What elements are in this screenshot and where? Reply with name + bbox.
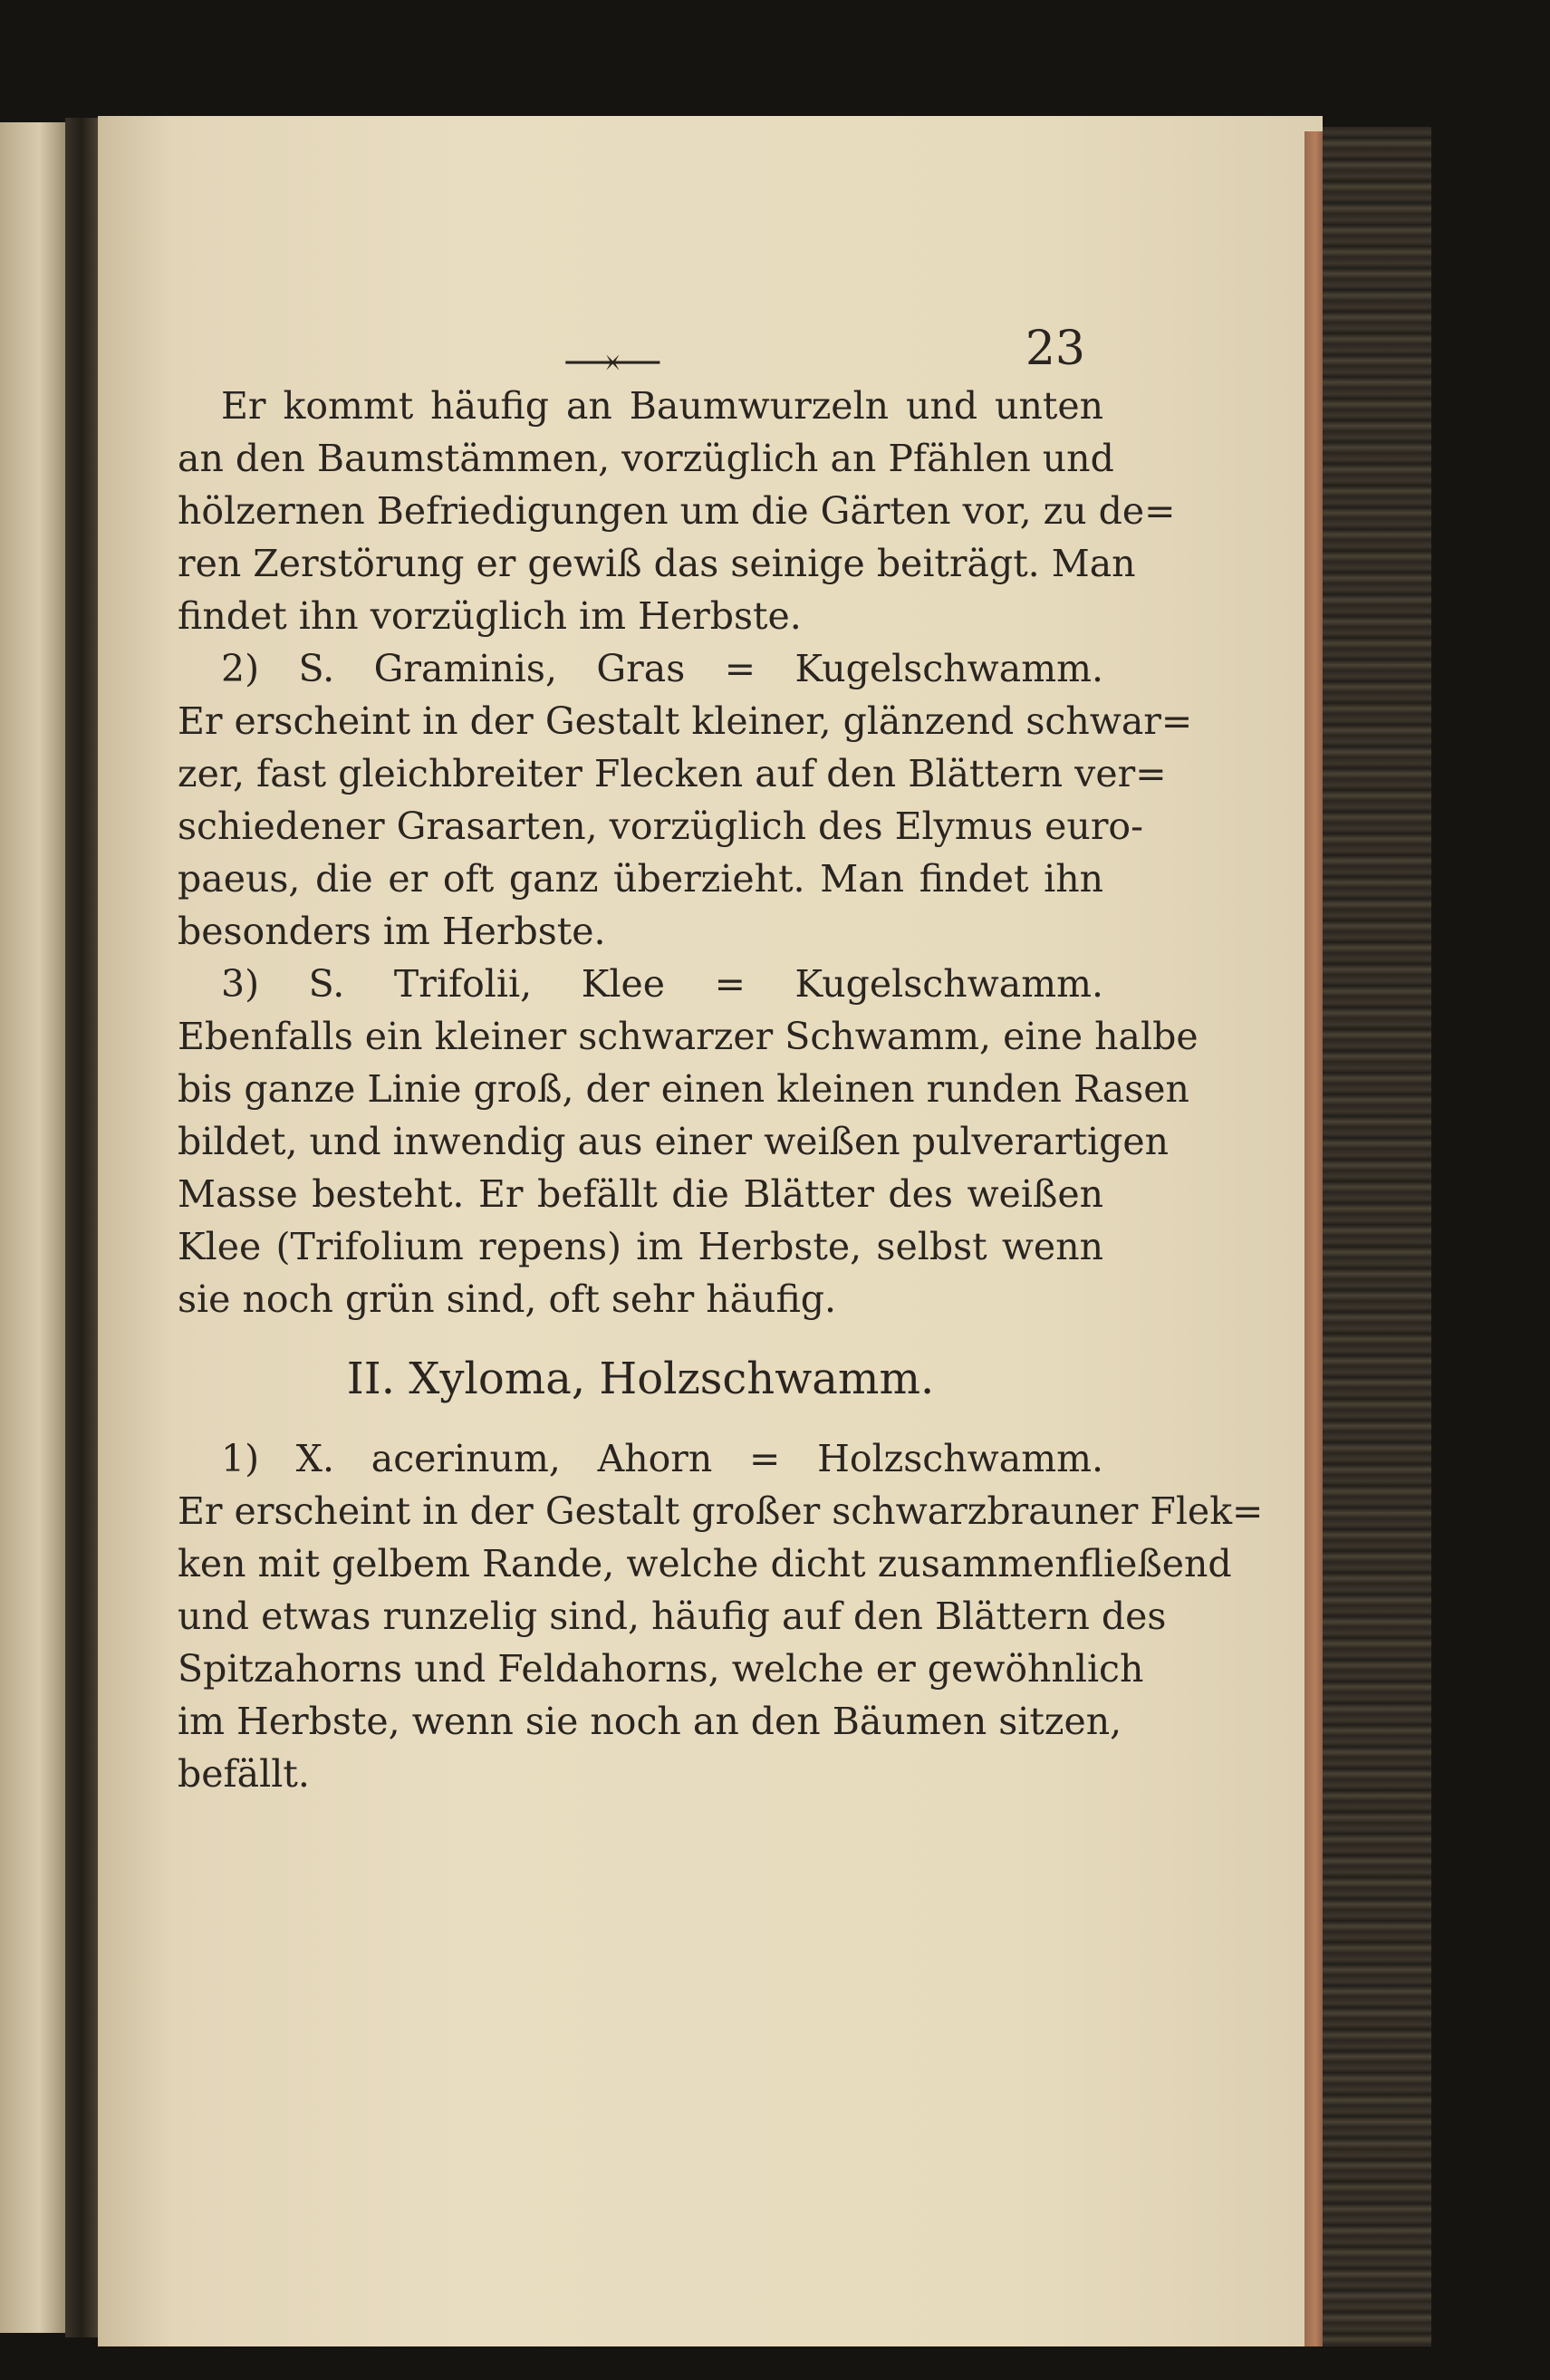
text-line: bildet, und inwendig aus einer weißen pulverartigen — [178, 1120, 1170, 1163]
text-line: 1) X. acerinum, Ahorn = Holzschwamm. — [221, 1437, 1103, 1480]
page-number: 23 — [1025, 322, 1085, 376]
text-line: Er erscheint in der Gestalt kleiner, glänzend schwar= — [178, 699, 1193, 743]
text-line: Masse besteht. Er befällt die Blätter des weißen — [178, 1172, 1103, 1216]
header-ornament: ⟶⟵ — [563, 342, 657, 383]
page-header — [178, 322, 1103, 383]
text-line: befällt. — [178, 1752, 310, 1796]
text-line: im Herbste, wenn sie noch an den Bäumen sitzen, — [178, 1700, 1122, 1743]
text-line: hölzernen Befriedigungen um die Gärten vor, zu de= — [178, 489, 1176, 533]
text-line: ken mit gelbem Rande, welche dicht zusammenfließend — [178, 1542, 1232, 1585]
text-line: zer, fast gleichbreiter Flecken auf den Blättern ver= — [178, 752, 1167, 795]
text-line: sie noch grün sind, oft sehr häufig. — [178, 1277, 837, 1321]
text-line: paeus, die er oft ganz überzieht. Man findet ihn — [178, 857, 1103, 901]
page-fore-edge — [1323, 127, 1431, 2346]
text-line: und etwas runzelig sind, häufig auf den Blättern des — [178, 1595, 1167, 1638]
text-line: an den Baumstämmen, vorzüglich an Pfählen und — [178, 437, 1114, 480]
text-line: Ebenfalls ein kleiner schwarzer Schwamm, eine halbe — [178, 1015, 1199, 1058]
section-heading: II. Xyloma, Holzschwamm. — [346, 1354, 935, 1404]
left-page-edge — [0, 122, 65, 2333]
text-block — [178, 322, 1264, 1800]
text-line: schiedener Grasarten, vorzüglich des Elymus euro- — [178, 805, 1143, 848]
text-line: besonders im Herbste. — [178, 910, 606, 953]
text-line: 2) S. Graminis, Gras = Kugelschwamm. — [221, 647, 1103, 690]
text-line: Klee (Trifolium repens) im Herbste, selbst wenn — [178, 1225, 1103, 1268]
text-line: 3) S. Trifolii, Klee = Kugelschwamm. — [221, 962, 1103, 1006]
book-gutter — [65, 118, 98, 2337]
text-line: Spitzahorns und Feldahorns, welche er gewöhnlich — [178, 1647, 1144, 1691]
text-line: Er erscheint in der Gestalt großer schwarzbrauner Flek= — [178, 1489, 1264, 1533]
text-line: ren Zerstörung er gewiß das seinige beiträgt. Man — [178, 542, 1136, 585]
text-line: Er kommt häufig an Baumwurzeln und unten — [221, 384, 1103, 428]
text-line: bis ganze Linie groß, der einen kleinen runden Rasen — [178, 1067, 1189, 1111]
text-line: findet ihn vorzüglich im Herbste. — [178, 594, 802, 638]
